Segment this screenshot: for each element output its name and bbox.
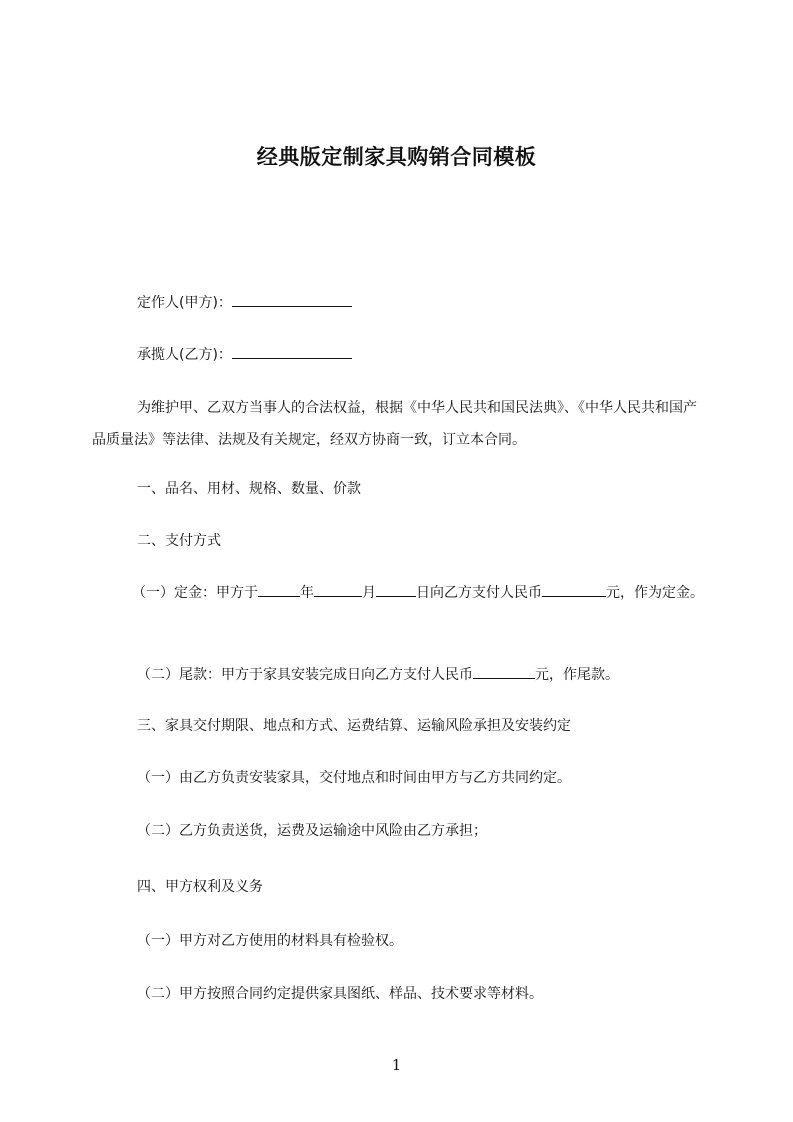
- section4-heading: 四、甲方权利及义务: [137, 879, 263, 895]
- final-payment-text: （二）尾款：甲方于家具安装完成日向乙方支付人民币: [137, 667, 473, 683]
- party-b-label: 承揽人(乙方)：: [137, 347, 232, 363]
- section3-heading: 三、家具交付期限、地点和方式、运费结算、运输风险承担及安装约定: [137, 718, 571, 734]
- section4-item2: （二）甲方按照合同约定提供家具图纸、样品、技术要求等材料。: [137, 986, 543, 1002]
- page-number: 1: [391, 1056, 402, 1074]
- deposit-text-1: （一）定金：甲方于: [132, 585, 258, 601]
- section1-heading: 一、品名、用材、规格、数量、价款: [137, 481, 361, 497]
- deposit-month-label: 月: [362, 585, 376, 601]
- final-payment-line: [137, 664, 619, 685]
- section2-heading: 二、支付方式: [137, 533, 221, 549]
- deposit-paragraph: [92, 577, 704, 609]
- final-payment-blank: [473, 664, 535, 679]
- party-b-blank: [232, 344, 352, 359]
- deposit-amount-blank: [542, 582, 606, 597]
- intro-paragraph: 为维护甲、乙双方当事人的合法权益，根据《中华人民共和国民法典》、《中华人民共和国产品质量法》等法律、法规及有关规定，经双方协商一致，订立本合同。: [92, 400, 697, 448]
- party-a-label: 定作人(甲方)：: [137, 295, 232, 311]
- section4-item1: （一）甲方对乙方使用的材料具有检验权。: [137, 933, 403, 949]
- deposit-tail: 元，作为定金。: [606, 585, 704, 601]
- party-a-blank: [232, 292, 352, 307]
- deposit-year-blank: [258, 582, 300, 597]
- section3-item2: （二）乙方负责送货，运费及运输途中风险由乙方承担；: [137, 823, 487, 839]
- document-title: 经典版定制家具购销合同模板: [256, 145, 537, 169]
- party-a-line: [137, 292, 352, 313]
- section3-item1: （一）由乙方负责安装家具，交付地点和时间由甲方与乙方共同约定。: [137, 770, 571, 786]
- deposit-month-blank: [314, 582, 362, 597]
- deposit-year-label: 年: [300, 585, 314, 601]
- final-payment-tail: 元，作尾款。: [535, 667, 619, 683]
- deposit-day-label: 日向乙方支付人民币: [416, 585, 542, 601]
- party-b-line: [137, 344, 352, 365]
- deposit-day-blank: [376, 582, 416, 597]
